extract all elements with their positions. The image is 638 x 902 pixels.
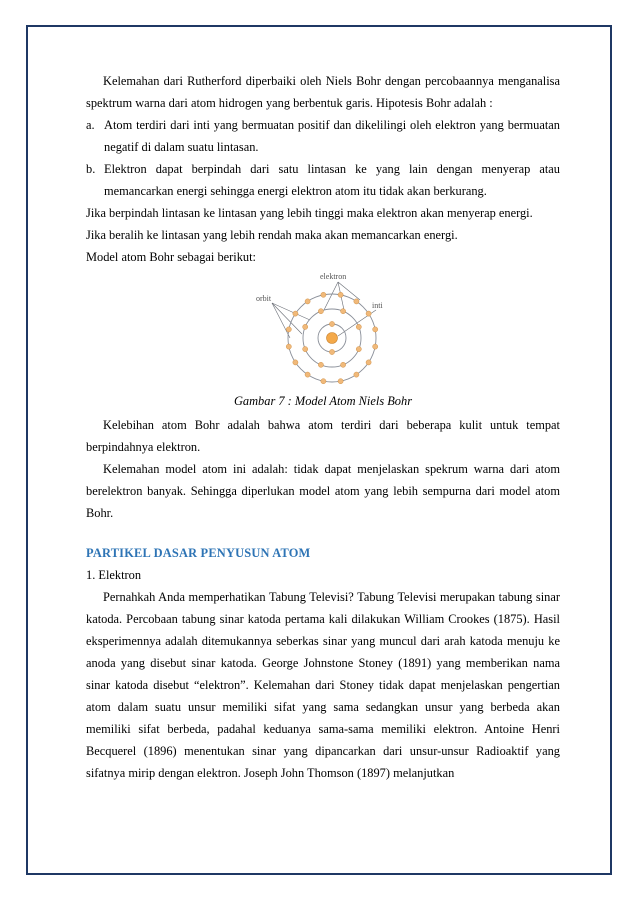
pointer-line: [324, 282, 338, 310]
text-line: Jika berpindah lintasan ke lintasan yang lebih tinggi maka elektron akan menyerap energi.: [86, 206, 533, 220]
electron-dot: [356, 347, 361, 352]
electron-dot: [341, 362, 346, 367]
electron-dot: [303, 347, 308, 352]
electron-dot: [286, 344, 291, 349]
electron-dot: [366, 360, 371, 365]
list-marker: a.: [86, 118, 95, 132]
label-elektron: elektron: [320, 272, 347, 281]
electron-dot: [318, 309, 323, 314]
electron-dot: [318, 362, 323, 367]
electron-dot: [354, 299, 359, 304]
text-line: Model atom Bohr sebagai berikut:: [86, 250, 256, 264]
electron-dot: [366, 311, 371, 316]
body-paragraph: Kelemahan model atom ini adalah: tidak dapat menjelaskan spekrum warna dari atom berelektron banyak. Sehingga diperlukan model atom yang lebih sempurna dari model atom Bohr.: [86, 462, 560, 520]
electron-dot: [293, 360, 298, 365]
electron-dot: [305, 299, 310, 304]
page-content: [86, 70, 560, 784]
list-text: Elektron dapat berpindah dari satu lintasan ke yang lain dengan menyerap atau memancarkan energi sehingga energi elektron atom itu tidak akan berkurang.: [104, 162, 560, 198]
electrons: [286, 292, 378, 384]
nucleus: [327, 333, 338, 344]
electron-dot: [321, 379, 326, 384]
electron-dot: [338, 292, 343, 297]
bohr-model-figure: [86, 270, 560, 388]
electron-dot: [341, 309, 346, 314]
pointer-line: [272, 303, 310, 320]
electron-dot: [354, 372, 359, 377]
electron-dot: [321, 292, 326, 297]
figure-caption: Gambar 7 : Model Atom Niels Bohr: [233, 394, 413, 408]
section-subheading: 1. Elektron: [86, 568, 142, 582]
list-marker: b.: [86, 162, 96, 176]
section-paragraph: Pernahkah Anda memperhatikan Tabung Televisi? Tabung Televisi merupakan tabung sinar katoda. Percobaan tabung sinar katoda pertama kali dilakukan William Crookes (1875). Hasil eksperimennya adalah ditemukannya seberkas sinar yang muncul dari arah katoda menuju ke anoda yang disebut sinar katoda. George Johnstone Stoney (1891) yang memberikan nama sinar katoda disebut “elektron”. Kelemahan dari Stoney tidak dapat menjelaskan pengertian atom dalam suatu unsur memiliki sifat yang sama sedangkan unsur yang berbeda akan memiliki sifat berbeda, padahal keduanya sama-sama memiliki elektron. Antoine Henri Becquerel (1896) menentukan sinar yang dipancarkan dari unsur-unsur Radioaktif yang sifatnya mirip dengan elektron. Joseph John Thomson (1897) melanjutkan: [86, 590, 560, 780]
electron-dot: [293, 311, 298, 316]
section-heading: PARTIKEL DASAR PENYUSUN ATOM: [86, 546, 311, 560]
electron-dot: [373, 344, 378, 349]
label-inti: inti: [372, 301, 383, 310]
text-line: Jika beralih ke lintasan yang lebih rendah maka akan memancarkan energi.: [86, 228, 458, 242]
body-paragraph: Kelebihan atom Bohr adalah bahwa atom terdiri dari beberapa kulit untuk tempat berpindahnya elektron.: [86, 418, 560, 454]
electron-dot: [373, 327, 378, 332]
electron-dot: [338, 379, 343, 384]
bohr-atom-diagram: [252, 270, 392, 388]
electron-dot: [329, 321, 334, 326]
electron-dot: [329, 349, 334, 354]
list-text: Atom terdiri dari inti yang bermuatan positif dan dikelilingi oleh elektron yang bermuatan negatif di dalam suatu lintasan.: [104, 118, 560, 154]
electron-dot: [356, 324, 361, 329]
electron-dot: [305, 372, 310, 377]
pointer-line: [272, 303, 290, 338]
electron-dot: [286, 327, 291, 332]
list-item: [86, 158, 560, 202]
intro-paragraph: Kelemahan dari Rutherford diperbaiki oleh Niels Bohr dengan percobaannya menganalisa spektrum warna dari atom hidrogen yang berbentuk garis. Hipotesis Bohr adalah :: [86, 74, 560, 110]
list-item: [86, 114, 560, 158]
label-orbit: orbit: [256, 294, 272, 303]
electron-dot: [303, 324, 308, 329]
